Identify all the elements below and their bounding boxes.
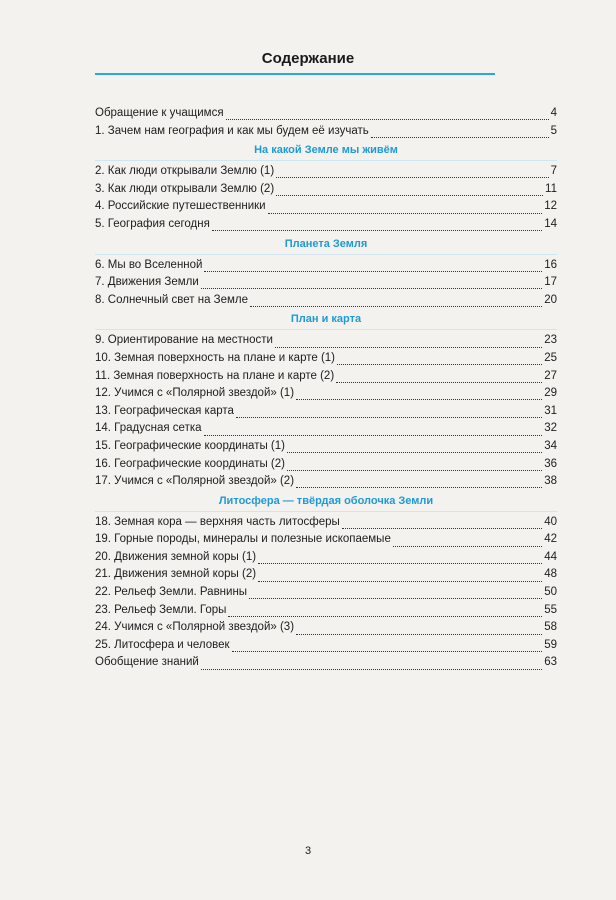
leader-dots [275, 335, 542, 348]
toc-entry [95, 473, 557, 491]
toc-entry [95, 198, 557, 216]
leader-dots [228, 604, 542, 617]
toc-entry [95, 403, 557, 421]
toc-entry-page: 59 [544, 638, 557, 651]
toc-entry-page: 58 [544, 621, 557, 634]
toc-entry-title: 1. Зачем нам география и как мы будем её изучать [95, 124, 369, 137]
toc-entry-page: 4 [550, 107, 557, 119]
toc-entry-title: 22. Рельеф Земли. Равнины [95, 586, 248, 599]
leader-dots [393, 534, 542, 547]
toc-entry-title: 4. Российские путешественники [95, 200, 266, 213]
leader-dots [337, 352, 542, 365]
toc-entry-title: 23. Рельеф Земли. Горы [95, 603, 227, 616]
leader-dots [201, 276, 542, 289]
toc-entry [95, 105, 557, 123]
toc-entry-title: 10. Земная поверхность на плане и карте (1) [95, 351, 336, 364]
leader-dots [296, 387, 542, 400]
toc-entry-title: 7. Движения Земли [95, 276, 199, 289]
leader-dots [249, 586, 542, 599]
toc-entry-page: 48 [544, 568, 557, 581]
leader-dots [287, 458, 542, 471]
toc-entry [95, 514, 557, 532]
toc-entry [95, 438, 557, 456]
toc-entry-page: 11 [545, 182, 557, 195]
toc-entry [95, 602, 557, 620]
page-title: Содержание [261, 50, 355, 67]
toc-entry-page: 14 [544, 217, 557, 230]
leader-dots [204, 423, 543, 436]
section-heading: На какой Земле мы живём [95, 140, 557, 161]
toc-entry-title: 12. Учимся с «Полярной звездой» (1) [95, 387, 295, 400]
toc-entry-page: 38 [544, 475, 557, 488]
toc-entry [95, 566, 557, 584]
toc-entry-title: 20. Движения земной коры (1) [95, 550, 257, 563]
toc-entry [95, 181, 557, 199]
toc-entry-page: 23 [544, 334, 557, 347]
toc-entry [95, 654, 557, 672]
toc-entry-title: 18. Земная кора — верхняя часть литосферы [95, 515, 340, 528]
toc-entry [95, 619, 557, 637]
toc-entry-page: 55 [544, 603, 557, 616]
toc-entry-title: 19. Горные породы, минералы и полезные ископаемые [95, 533, 391, 546]
toc-entry [95, 368, 557, 386]
toc-entry-page: 34 [544, 439, 557, 452]
toc-entry [95, 292, 557, 310]
toc-entry-title: 9. Ориентирование на местности [95, 334, 273, 347]
toc-entry-page: 63 [544, 656, 557, 669]
toc-entry-title: 14. Градусная сетка [95, 422, 202, 435]
section-heading: План и карта [95, 309, 557, 330]
toc-entry-page: 17 [544, 276, 557, 289]
toc-entry [95, 332, 557, 350]
toc-entry [95, 385, 557, 403]
toc-entry-title: 15. Географические координаты (1) [95, 439, 285, 452]
toc-entry-title: 5. География сегодня [95, 217, 210, 230]
toc-entry-title: 21. Движения земной коры (2) [95, 568, 257, 581]
leader-dots [212, 218, 542, 231]
toc-entry-page: 20 [544, 293, 557, 306]
leader-dots [276, 165, 548, 178]
toc-entry-page: 29 [544, 387, 557, 400]
leader-dots [226, 107, 549, 120]
toc-entry-title: Обобщение знаний [95, 656, 199, 669]
toc-entry-title: 11. Земная поверхность на плане и карте (2) [95, 369, 335, 382]
toc-entry-title: 2. Как люди открывали Землю (1) [95, 165, 275, 178]
toc-entry-page: 32 [544, 422, 557, 435]
toc-entry-title: 17. Учимся с «Полярной звездой» (2) [95, 475, 295, 488]
leader-dots [258, 551, 542, 564]
toc-entry-title: 25. Литосфера и человек [95, 638, 230, 651]
toc-entry-page: 44 [544, 550, 557, 563]
toc-entry [95, 531, 557, 549]
toc-entry-page: 36 [544, 457, 557, 470]
toc-entry-title: 13. Географическая карта [95, 404, 234, 417]
toc-entry-page: 25 [544, 351, 557, 364]
toc-entry [95, 216, 557, 234]
section-heading: Литосфера — твёрдая оболочка Земли [95, 491, 557, 512]
leader-dots [258, 569, 542, 582]
section-heading: Планета Земля [95, 234, 557, 255]
toc-entry-page: 5 [550, 124, 557, 137]
leader-dots [296, 475, 542, 488]
toc-entry-title: 24. Учимся с «Полярной звездой» (3) [95, 621, 295, 634]
leader-dots [287, 440, 542, 453]
leader-dots [204, 259, 542, 272]
toc-entry-page: 27 [544, 369, 557, 382]
leader-dots [276, 183, 543, 196]
toc-entry-page: 16 [544, 258, 557, 271]
toc-entry [95, 350, 557, 368]
toc-entry-title: 16. Географические координаты (2) [95, 457, 285, 470]
table-of-contents [95, 105, 557, 672]
toc-entry-page: 12 [544, 200, 557, 213]
toc-entry [95, 163, 557, 181]
toc-entry [95, 274, 557, 292]
toc-entry-page: 7 [550, 165, 557, 178]
toc-entry-page: 50 [544, 586, 557, 599]
leader-dots [250, 294, 542, 307]
leader-dots [236, 405, 542, 418]
leader-dots [336, 370, 542, 383]
toc-entry-page: 31 [544, 404, 557, 417]
toc-entry [95, 584, 557, 602]
toc-entry-page: 40 [544, 515, 557, 528]
toc-entry-title: 8. Солнечный свет на Земле [95, 293, 249, 306]
leader-dots [201, 657, 542, 670]
title-underline [95, 73, 495, 75]
toc-entry-page: 42 [544, 533, 557, 546]
toc-entry [95, 123, 557, 141]
toc-entry-title: Обращение к учащимся [95, 107, 224, 119]
leader-dots [232, 639, 543, 652]
toc-entry [95, 420, 557, 438]
leader-dots [371, 125, 549, 138]
leader-dots [268, 201, 543, 214]
toc-entry [95, 257, 557, 275]
leader-dots [342, 516, 542, 529]
toc-entry [95, 456, 557, 474]
toc-entry [95, 549, 557, 567]
leader-dots [296, 622, 542, 635]
toc-entry [95, 637, 557, 655]
toc-entry-title: 6. Мы во Вселенной [95, 258, 203, 271]
page-number: 3 [304, 845, 312, 857]
toc-entry-title: 3. Как люди открывали Землю (2) [95, 182, 275, 195]
